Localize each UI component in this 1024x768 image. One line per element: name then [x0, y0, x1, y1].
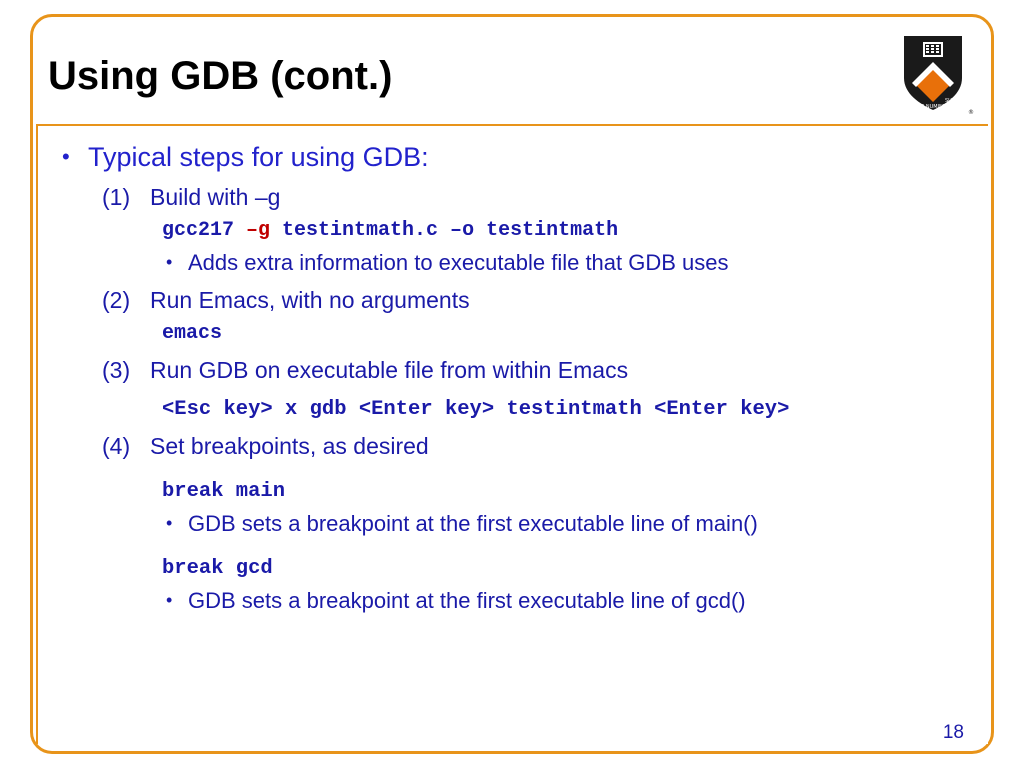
step-2-number: (2)	[102, 287, 131, 313]
bullet-glyph: •	[166, 590, 173, 610]
step-2	[52, 285, 982, 315]
bullet-glyph: •	[62, 144, 70, 169]
lead-bullet	[52, 140, 982, 174]
step-2-code: emacs	[162, 322, 223, 345]
svg-text:SUB: SUB	[945, 98, 956, 104]
svg-text:DEI: DEI	[906, 98, 915, 104]
step-1-code-post: testintmath.c –o testintmath	[270, 219, 619, 242]
step-4-number: (4)	[102, 433, 131, 459]
step-4-sub-1	[52, 509, 982, 538]
spacer	[52, 385, 982, 391]
bullet-list	[52, 140, 982, 615]
princeton-shield-logo	[890, 32, 976, 116]
svg-text:®: ®	[968, 109, 974, 116]
step-1-code-flag: –g	[246, 219, 271, 242]
slide-content	[52, 140, 982, 615]
page-number: 18	[942, 722, 964, 743]
step-3-number: (3)	[102, 357, 131, 383]
step-1	[52, 182, 982, 212]
step-3-label: Run GDB on executable file from within Emacs	[150, 357, 629, 383]
step-1-sub-1-label: Adds extra information to executable file that GDB uses	[188, 250, 729, 275]
spacer	[52, 538, 982, 550]
step-1-label: Build with –g	[150, 184, 281, 210]
step-4-sub-1-label: GDB sets a breakpoint at the first executable line of main()	[188, 511, 758, 536]
step-3-code: <Esc key> x gdb <Enter key> testintmath <Enter key>	[162, 398, 790, 421]
page-title: Using GDB (cont.)	[48, 54, 393, 98]
bullet-glyph: •	[166, 252, 173, 272]
step-1-code-pre: gcc217	[162, 219, 247, 242]
step-1-code	[52, 217, 982, 244]
spacer	[52, 461, 982, 473]
step-4-sub-2	[52, 586, 982, 615]
svg-text:SUB NUMINE: SUB NUMINE	[914, 104, 946, 110]
step-4-sub-2-label: GDB sets a breakpoint at the first executable line of gcd()	[188, 588, 746, 613]
step-4-code-break-main: break main	[162, 480, 286, 503]
step-4-code-break-gcd: break gcd	[162, 557, 273, 580]
step-1-sub-1	[52, 248, 982, 277]
step-4-label: Set breakpoints, as desired	[150, 433, 429, 459]
step-3	[52, 355, 982, 385]
step-2-label: Run Emacs, with no arguments	[150, 287, 470, 313]
bullet-glyph: •	[166, 513, 173, 533]
step-1-number: (1)	[102, 184, 131, 210]
step-4	[52, 431, 982, 461]
lead-bullet-label: Typical steps for using GDB:	[88, 142, 429, 172]
